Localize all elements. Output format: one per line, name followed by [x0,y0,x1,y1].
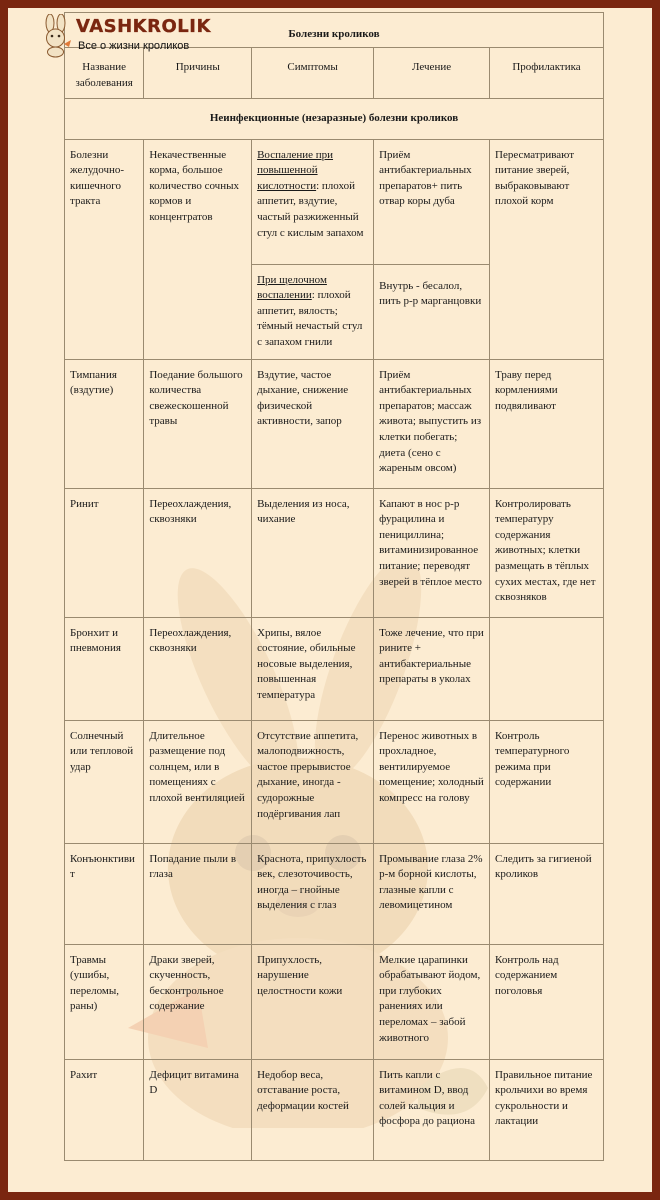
disease-causes: Переохлаждения, сквозняки [144,617,252,720]
disease-causes: Переохлаждения, сквозняки [144,488,252,617]
disease-symptoms: Недобор веса, отставание роста, деформации костей [252,1059,374,1160]
disease-treatment: Пить капли с витамином D, ввод солей кальция и фосфора до рациона [374,1059,490,1160]
symptom-text: : плохой аппетит, вздутие, частый разжиженный стул с кислым запахом [257,179,364,239]
header-treatment: Лечение [374,48,490,99]
disease-treatment: Внутрь - бесалол, пить р-р марганцовки [374,264,490,359]
disease-name: Солнечный или тепловой удар [65,720,144,843]
disease-causes: Попадание пыли в глаза [144,843,252,944]
symptom-title: При щелочном воспалении [257,273,327,302]
disease-prevention: Следить за гигиеной кроликов [490,843,604,944]
disease-symptoms: Отсутствие аппетита, малоподвижность, частое прерывистое дыхание, иногда - судорожные подёргивания лап [252,720,374,843]
disease-symptoms: Хрипы, вялое состояние, обильные носовые выделения, повышенная температура [252,617,374,720]
disease-prevention [490,617,604,720]
disease-symptoms: Краснота, припухлость век, слезоточивость, иногда – гнойные выделения с глаз [252,843,374,944]
header-symptoms: Симптомы [252,48,374,99]
disease-prevention: Контроль температурного режима при содержании [490,720,604,843]
disease-symptoms: Выделения из носа, чихание [252,488,374,617]
table-row [65,488,604,617]
disease-name: Конъюнктивит [65,843,144,944]
table-row [65,843,604,944]
rabbit-logo-icon [38,14,74,58]
disease-symptoms [252,139,374,264]
disease-prevention: Контроль над содержанием поголовья [490,944,604,1059]
brand-tagline: Все о жизни кроликов [78,40,190,52]
disease-treatment: Капают в нос р-р фурацилина и пенициллина; витаминизированное питание; переводят зверей в тёплое место [374,488,490,617]
disease-symptoms [252,264,374,359]
disease-treatment: Перенос животных в прохладное, вентилируемое помещение; холодный компресс на голову [374,720,490,843]
symptom-text: : плохой аппетит, вялость; тёмный нечастый стул с запахом гнили [257,289,363,348]
header-causes: Причины [144,48,252,99]
symptom-title: Воспаление при повышенной кислотности [257,148,334,192]
disease-prevention: Траву перед кормлениями подвяливают [490,359,604,488]
disease-causes: Некачественные корма, большое количество сочных кормов и концентратов [144,139,252,359]
diseases-table [64,12,604,1161]
disease-treatment: Приём антибактериальных препаратов; массаж живота; выпустить из клетки побегать; диета (сено с жареным овсом) [374,359,490,488]
disease-causes: Дефицит витамина D [144,1059,252,1160]
disease-name: Болезни желудочно-кишечного тракта [65,139,144,359]
disease-name: Ринит [65,488,144,617]
header-name: Название заболевания [65,48,144,99]
disease-prevention: Контролировать температуру содержания животных; клетки размещать в тёплых сухих местах, где нет сквозняков [490,488,604,617]
table-title: Болезни кроликов [65,13,604,48]
disease-name: Травмы (ушибы, переломы, раны) [65,944,144,1059]
table-row [65,720,604,843]
table-row [65,1059,604,1160]
table-row [65,617,604,720]
disease-symptoms: Вздутие, частое дыхание, снижение физической активности, запор [252,359,374,488]
disease-name: Бронхит и пневмония [65,617,144,720]
disease-causes: Драки зверей, скученность, бесконтрольное содержание [144,944,252,1059]
table-row [65,359,604,488]
brand-name: VASHKROLIK [76,16,211,37]
disease-treatment: Промывание глаза 2% р-м борной кислоты, глазные капли с левомицетином [374,843,490,944]
disease-symptoms: Припухлость, нарушение целостности кожи [252,944,374,1059]
disease-prevention: Правильное питание крольчихи во время сукрольности и лактации [490,1059,604,1160]
disease-treatment: Приём антибактериальных препаратов+ пить отвар коры дуба [374,139,490,264]
table-row [65,944,604,1059]
disease-treatment: Мелкие царапинки обрабатывают йодом, при глубоких ранениях или переломах – забой животного [374,944,490,1059]
disease-treatment: Тоже лечение, что при рините + антибактериальные препараты в уколах [374,617,490,720]
header-prevention: Профилактика [490,48,604,99]
disease-prevention: Пересматривают питание зверей, выбраковывают плохой корм [490,139,604,359]
disease-causes: Поедание большого количества свежескошенной травы [144,359,252,488]
brand-logo[interactable] [38,14,218,58]
page-frame [8,8,652,1192]
disease-name: Рахит [65,1059,144,1160]
disease-name: Тимпания (вздутие) [65,359,144,488]
disease-causes: Длительное размещение под солнцем, или в помещениях с плохой вентиляцией [144,720,252,843]
table-row [65,139,604,264]
section-title: Неинфекционные (незаразные) болезни кроликов [65,99,604,140]
